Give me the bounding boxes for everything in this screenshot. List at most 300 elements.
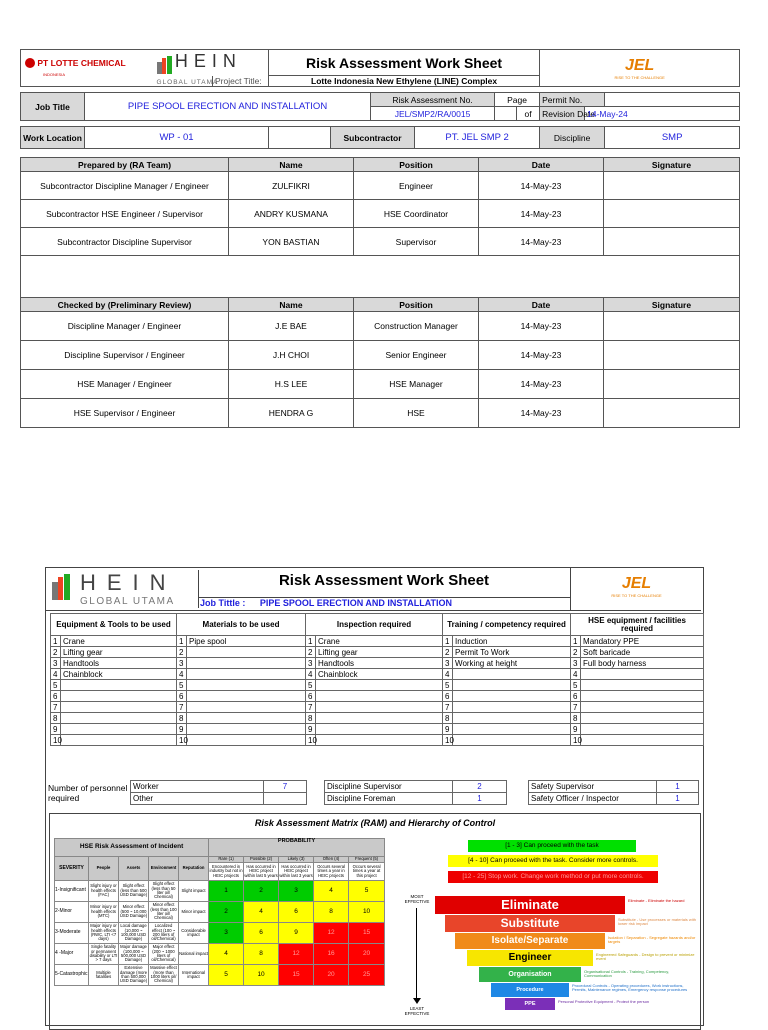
personnel-label: Number of personnel required <box>48 783 128 803</box>
resource-cell[interactable] <box>61 702 177 713</box>
disc-supervisor-label: Discipline Supervisor <box>325 781 453 793</box>
page2-job-row <box>198 597 570 610</box>
resource-cell[interactable] <box>187 647 306 658</box>
resource-cell[interactable] <box>581 724 704 735</box>
row-number: 3 <box>51 658 61 669</box>
resource-cell[interactable] <box>316 713 443 724</box>
checked-header-role: Checked by (Preliminary Review) <box>21 298 229 312</box>
checked-name: H.S LEE <box>229 370 354 399</box>
personnel-safety-table <box>528 780 699 805</box>
severity-people: Slight injury or health effects (FAC) <box>89 881 119 902</box>
resource-cell[interactable] <box>187 735 306 746</box>
project-title-label: Project Title: <box>213 76 269 87</box>
prepared-name: ZULFIKRI <box>229 172 354 200</box>
row-number: 9 <box>571 724 581 735</box>
severity-label: SEVERITY <box>55 857 89 881</box>
discipline-value: SMP <box>605 127 740 149</box>
resource-cell[interactable] <box>316 691 443 702</box>
impact-reputation: Reputation <box>179 857 209 881</box>
ra-number-value: JEL/SMP2/RA/0015 <box>371 107 495 121</box>
severity-assets: Major damage (100,000 ~ 500,000 USD Damage) <box>119 944 149 965</box>
safety-officer-count: 1 <box>657 793 699 805</box>
resource-cell[interactable] <box>187 691 306 702</box>
checked-signature[interactable] <box>604 399 740 428</box>
hier-note-eliminate: Eliminate - Eliminate the hazard <box>628 898 685 903</box>
lotte-logo-text: PT LOTTE CHEMICAL <box>37 57 126 68</box>
hein-logo-2-text: HEIN <box>80 570 177 595</box>
blank-separator-row <box>21 256 740 298</box>
table-row <box>21 370 740 399</box>
hier-organisation: Organisation <box>479 967 581 982</box>
risk-matrix-body <box>55 881 385 986</box>
permit-number-value[interactable] <box>605 93 740 107</box>
row-number: 2 <box>177 647 187 658</box>
impact-assets: Assets <box>119 857 149 881</box>
resource-cell[interactable] <box>61 735 177 746</box>
resource-cell[interactable]: Induction <box>453 636 571 647</box>
page1-header-table <box>20 49 740 149</box>
safety-officer-label: Safety Officer / Inspector <box>529 793 657 805</box>
subcontractor-value: PT. JEL SMP 2 <box>415 127 540 149</box>
row-number: 4 <box>51 669 61 680</box>
resource-cell[interactable] <box>453 724 571 735</box>
severity-assets: Minor effect (500 ~ 10,000 USD Damage) <box>119 902 149 923</box>
jel-logo-tagline: RISE TO THE CHALLENGE <box>614 74 665 80</box>
resource-cell[interactable] <box>581 702 704 713</box>
table-row <box>21 341 740 370</box>
severity-rep: Slight impact <box>179 881 209 902</box>
severity-label: 3-Moderate <box>55 923 89 944</box>
severity-rep: National impact <box>179 944 209 965</box>
severity-label: 4 -Major <box>55 944 89 965</box>
row-number: 2 <box>571 647 581 658</box>
resources-header-row <box>51 614 704 636</box>
hein-logo-subtext-cell <box>155 76 219 87</box>
hein-logo-subtext: GLOBAL UTAMA <box>156 78 219 86</box>
table-row <box>51 669 704 680</box>
prepared-name: YON BASTIAN <box>229 228 354 256</box>
resource-cell[interactable] <box>187 669 306 680</box>
row-number: 10 <box>571 735 581 746</box>
checked-name: J.H CHOI <box>229 341 354 370</box>
row-number: 4 <box>306 669 316 680</box>
resource-cell[interactable] <box>316 680 443 691</box>
row-number: 9 <box>51 724 61 735</box>
page-label: Page <box>495 93 540 107</box>
risk-score-cell: 16 <box>314 944 349 965</box>
checked-signature[interactable] <box>604 341 740 370</box>
table-row <box>51 691 704 702</box>
probability-description: Has occurred in HEIC project within last 5 years <box>244 863 279 881</box>
prepared-header-role: Prepared by (RA Team) <box>21 158 229 172</box>
table-row <box>21 312 740 341</box>
severity-assets: Local damage (10,000 ~ 100,000 USD Damage) <box>119 923 149 944</box>
resource-cell[interactable] <box>316 735 443 746</box>
hier-eliminate: Eliminate <box>435 896 625 914</box>
equipment-header: Equipment & Tools to be used <box>51 614 177 636</box>
risk-score-cell: 3 <box>279 881 314 902</box>
prepared-role: Subcontractor Discipline Manager / Engineer <box>21 172 229 200</box>
row-number: 7 <box>51 702 61 713</box>
row-number: 1 <box>177 636 187 647</box>
risk-score-cell: 25 <box>349 965 385 986</box>
row-number: 2 <box>443 647 453 658</box>
prepared-position: Engineer <box>354 172 479 200</box>
resource-cell[interactable]: Lifting gear <box>61 647 177 658</box>
lotte-logo-cell <box>21 50 155 87</box>
table-row <box>51 713 704 724</box>
checked-header-row <box>21 298 740 312</box>
severity-people: Single fatality or permanent disability or LTI > 7 days <box>89 944 119 965</box>
resource-cell[interactable] <box>316 702 443 713</box>
work-location-value: WP - 01 <box>85 127 269 149</box>
ra-number-label: Risk Assessment No. <box>371 93 495 107</box>
hein-logo-text: HEIN <box>174 51 242 72</box>
row-number: 10 <box>443 735 453 746</box>
risk-assessment-sheet-page-1 <box>20 49 739 418</box>
prepared-signature[interactable] <box>604 200 740 228</box>
row-number: 6 <box>306 691 316 702</box>
row-number: 7 <box>571 702 581 713</box>
checked-header-name: Name <box>229 298 354 312</box>
effectiveness-arrow <box>416 908 417 1000</box>
hier-note-ppe: Personal Protective Equipment - Protect the person <box>558 999 650 1004</box>
table-row <box>21 200 740 228</box>
safety-supervisor-count: 1 <box>657 781 699 793</box>
checked-signature[interactable] <box>604 312 740 341</box>
severity-row <box>55 923 385 944</box>
resource-cell[interactable] <box>187 680 306 691</box>
prepared-header-name: Name <box>229 158 354 172</box>
jel-logo-2-cell <box>570 568 702 610</box>
severity-people: Minor injury or health effects (MTC) <box>89 902 119 923</box>
row-number: 1 <box>51 636 61 647</box>
jel-logo-2-tagline: RISE TO THE CHALLENGE <box>611 593 662 598</box>
row-number: 2 <box>51 647 61 658</box>
resource-cell[interactable]: Permit To Work <box>453 647 571 658</box>
resource-cell[interactable] <box>61 713 177 724</box>
prepared-by-table <box>20 157 740 428</box>
lotte-logo-subtext: INDONESIA <box>43 72 66 78</box>
resource-cell[interactable] <box>581 680 704 691</box>
probability-description: Occurs several times a year at this project <box>349 863 385 881</box>
severity-assets: Slight effect (less than 500 USD Damage) <box>119 881 149 902</box>
resource-cell[interactable] <box>61 680 177 691</box>
severity-rep: International impact <box>179 965 209 986</box>
checked-role: Discipline Manager / Engineer <box>21 312 229 341</box>
row-number: 8 <box>306 713 316 724</box>
inspection-header: Inspection required <box>306 614 443 636</box>
resource-cell[interactable] <box>453 680 571 691</box>
revision-date-value: 14-May-24 <box>585 107 740 121</box>
severity-env: Minor effect (less than 100 liter oil/ Chemical) <box>149 902 179 923</box>
row-number: 5 <box>306 680 316 691</box>
resource-cell[interactable] <box>187 713 306 724</box>
risk-score-cell: 10 <box>244 965 279 986</box>
other-count[interactable] <box>264 793 307 805</box>
job-title-value: PIPE SPOOL ERECTION AND INSTALLATION <box>85 93 371 121</box>
checked-header-date: Date <box>479 298 604 312</box>
row-number: 3 <box>443 658 453 669</box>
row-number: 5 <box>571 680 581 691</box>
resource-cell[interactable] <box>453 713 571 724</box>
risk-score-cell: 20 <box>349 944 385 965</box>
row-number: 9 <box>177 724 187 735</box>
severity-label: 1-Insignificant <box>55 881 89 902</box>
hier-note-substitute: Substitute - Use processes or materials with lower risk impact <box>618 917 697 927</box>
ram-section <box>49 813 701 1030</box>
project-title-value: Lotte Indonesia New Ethylene (LINE) Complex <box>269 76 540 87</box>
table-row <box>51 724 704 735</box>
risk-score-cell: 6 <box>279 902 314 923</box>
probability-header: Possible (2) <box>244 857 279 863</box>
checked-position: HSE Manager <box>354 370 479 399</box>
resource-cell[interactable] <box>453 702 571 713</box>
prepared-date: 14-May-23 <box>479 172 604 200</box>
checked-name: J.E BAE <box>229 312 354 341</box>
prepared-signature[interactable] <box>604 172 740 200</box>
table-row <box>51 680 704 691</box>
row-number: 9 <box>443 724 453 735</box>
impact-people: People <box>89 857 119 881</box>
checked-role: Discipline Supervisor / Engineer <box>21 341 229 370</box>
row-number: 6 <box>571 691 581 702</box>
checked-signature[interactable] <box>604 370 740 399</box>
page2-header <box>46 568 701 611</box>
row-number: 6 <box>51 691 61 702</box>
row-number: 5 <box>177 680 187 691</box>
work-location-label: Work Location <box>21 127 85 149</box>
row-number: 9 <box>306 724 316 735</box>
prepared-role: Subcontractor Discipline Supervisor <box>21 228 229 256</box>
table-row <box>51 658 704 669</box>
table-row <box>51 636 704 647</box>
checked-role: HSE Manager / Engineer <box>21 370 229 399</box>
probability-header: Rare (1) <box>209 857 244 863</box>
risk-score-cell: 2 <box>244 881 279 902</box>
resource-cell[interactable]: Lifting gear <box>316 647 443 658</box>
resource-cell[interactable] <box>187 724 306 735</box>
page-title: Risk Assessment Work Sheet <box>269 50 540 76</box>
row-number: 1 <box>306 636 316 647</box>
page2-job-title-value: PIPE SPOOL ERECTION AND INSTALLATION <box>259 598 453 608</box>
prepared-signature[interactable] <box>604 228 740 256</box>
row-number: 7 <box>443 702 453 713</box>
risk-matrix-table <box>54 838 385 986</box>
checked-position: Senior Engineer <box>354 341 479 370</box>
resource-cell[interactable] <box>61 724 177 735</box>
severity-rep: Considerable impact <box>179 923 209 944</box>
row-number: 8 <box>571 713 581 724</box>
resources-body <box>51 636 704 746</box>
probability-header-row <box>55 857 385 863</box>
resource-cell[interactable]: Chainblock <box>316 669 443 680</box>
risk-assessment-sheet-page-2 <box>45 567 704 1026</box>
resource-cell[interactable]: Chainblock <box>61 669 177 680</box>
impact-environment: Environment <box>149 857 179 881</box>
resource-cell[interactable] <box>187 658 306 669</box>
most-effective-label: MOST EFFECTIVE <box>404 894 430 904</box>
worker-count: 7 <box>264 781 307 793</box>
row-number: 6 <box>443 691 453 702</box>
table-row <box>51 647 704 658</box>
row-number: 3 <box>306 658 316 669</box>
lotte-logo-icon <box>25 58 35 68</box>
row-number: 7 <box>177 702 187 713</box>
severity-env: Slight effect (less than 50 liter oil/ Chemical) <box>149 881 179 902</box>
resource-cell[interactable] <box>581 691 704 702</box>
prepared-header-position: Position <box>354 158 479 172</box>
prepared-date: 14-May-23 <box>479 228 604 256</box>
discipline-label: Discipline <box>540 127 605 149</box>
resource-cell[interactable]: Mandatory PPE <box>581 636 704 647</box>
risk-score-cell: 12 <box>314 923 349 944</box>
resource-cell[interactable] <box>61 691 177 702</box>
job-title-label: Job Title <box>21 93 85 121</box>
disc-supervisor-count: 2 <box>453 781 507 793</box>
permit-number-label: Permit No. <box>540 93 605 107</box>
probability-header: Often (4) <box>314 857 349 863</box>
of-label: of <box>517 107 540 121</box>
probability-label: PROBABILITY <box>209 839 385 857</box>
row-number: 10 <box>177 735 187 746</box>
checked-role: HSE Supervisor / Engineer <box>21 399 229 428</box>
row-number: 10 <box>306 735 316 746</box>
row-number: 6 <box>177 691 187 702</box>
hein-logo-icon <box>157 56 173 74</box>
severity-label: 5-Catastrophic <box>55 965 89 986</box>
prepared-date: 14-May-23 <box>479 200 604 228</box>
hier-note-organisation: Organisational Controls - Training, Competency, Communication <box>584 969 670 979</box>
risk-score-cell: 4 <box>314 881 349 902</box>
resource-cell[interactable]: Pipe spool <box>187 636 306 647</box>
hier-procedure: Procedure <box>491 983 569 997</box>
row-number: 10 <box>51 735 61 746</box>
hier-note-isolate: Isolation / Separation - Segregate hazards and/or targets <box>608 935 696 945</box>
resources-table <box>50 613 704 746</box>
severity-env: Localized effect (100 ~ 200 liters of oil/Chemical) <box>149 923 179 944</box>
table-row <box>51 702 704 713</box>
resource-cell[interactable] <box>187 702 306 713</box>
resource-cell[interactable] <box>316 724 443 735</box>
risk-score-cell: 8 <box>244 944 279 965</box>
least-effective-label: LEAST EFFECTIVE <box>404 1006 430 1016</box>
ram-title: Risk Assessment Matrix (RAM) and Hierarchy of Control <box>254 818 496 828</box>
severity-env: Massive effect (more than 1000 liters oil/ Chemical) <box>149 965 179 986</box>
severity-row <box>55 881 385 902</box>
risk-score-cell: 8 <box>314 902 349 923</box>
severity-row <box>55 944 385 965</box>
row-number: 4 <box>443 669 453 680</box>
hier-isolate: Isolate/Separate <box>455 933 605 949</box>
risk-score-cell: 1 <box>209 881 244 902</box>
hier-engineer: Engineer <box>467 950 593 966</box>
row-number: 1 <box>571 636 581 647</box>
legend-yellow: [4 - 10] Can proceed with the task. Consider more controls. <box>448 855 658 867</box>
probability-description: Has occurred in HEIC project within last 3 years <box>279 863 314 881</box>
jel-logo-cell <box>540 50 740 87</box>
row-number: 3 <box>177 658 187 669</box>
disc-foreman-count: 1 <box>453 793 507 805</box>
safety-supervisor-label: Safety Supervisor <box>529 781 657 793</box>
resource-cell[interactable] <box>581 713 704 724</box>
resource-cell[interactable] <box>453 691 571 702</box>
table-row <box>21 172 740 200</box>
training-header: Training / competency required <box>443 614 571 636</box>
resource-cell[interactable]: Handtools <box>316 658 443 669</box>
risk-score-cell: 4 <box>209 944 244 965</box>
personnel-discipline-table <box>324 780 507 805</box>
row-number: 1 <box>443 636 453 647</box>
probability-description: Encountered in industry but not in HEIC projects <box>209 863 244 881</box>
resource-cell[interactable]: Handtools <box>61 658 177 669</box>
checked-position: Construction Manager <box>354 312 479 341</box>
resource-cell[interactable]: Crane <box>61 636 177 647</box>
probability-header: Frequent (5) <box>349 857 385 863</box>
arrow-down-icon <box>413 998 421 1004</box>
prepared-role: Subcontractor HSE Engineer / Supervisor <box>21 200 229 228</box>
row-number: 8 <box>51 713 61 724</box>
resource-cell[interactable] <box>581 669 704 680</box>
hein-logo-2 <box>50 570 199 608</box>
jel-logo-2: JEL <box>621 575 652 592</box>
checked-header-signature: Signature <box>604 298 740 312</box>
resource-cell[interactable] <box>453 669 571 680</box>
checked-date: 14-May-23 <box>479 399 604 428</box>
table-row <box>51 735 704 746</box>
page2-title: Risk Assessment Work Sheet <box>278 572 490 589</box>
probability-description: Occurs several times a year in HEIC projects <box>314 863 349 881</box>
hier-note-engineer: Engineered Safeguards - Design to prevent or minimize event <box>596 952 695 962</box>
worker-label: Worker <box>131 781 264 793</box>
hier-substitute: Substitute <box>445 915 615 932</box>
row-number: 4 <box>571 669 581 680</box>
legend-red: [12 - 25] Stop work. Change work method or put more controls. <box>448 871 658 883</box>
resource-cell[interactable]: Working at height <box>453 658 571 669</box>
subcontractor-label: Subcontractor <box>331 127 415 149</box>
hein-logo-2-icon <box>52 574 72 600</box>
checked-name: HENDRA G <box>229 399 354 428</box>
legend-green: [1 - 3] Can proceed with the task <box>468 840 636 852</box>
prepared-name: ANDRY KUSMANA <box>229 200 354 228</box>
table-row <box>21 228 740 256</box>
resource-cell[interactable] <box>581 735 704 746</box>
severity-assets: Extensive damage (more than 500,000 USD Damage) <box>119 965 149 986</box>
row-number: 5 <box>51 680 61 691</box>
row-number: 5 <box>443 680 453 691</box>
hier-ppe: PPE <box>505 998 555 1010</box>
ram-table-title: HSE Risk Assessment of Incident <box>55 839 209 857</box>
row-number: 8 <box>177 713 187 724</box>
prepared-header-signature: Signature <box>604 158 740 172</box>
jel-logo: JEL <box>624 56 655 74</box>
disc-foreman-label: Discipline Foreman <box>325 793 453 805</box>
resource-cell[interactable] <box>453 735 571 746</box>
risk-score-cell: 9 <box>279 923 314 944</box>
resource-cell[interactable]: Full body harness <box>581 658 704 669</box>
prepared-position: Supervisor <box>354 228 479 256</box>
risk-score-cell: 3 <box>209 923 244 944</box>
resource-cell[interactable]: Crane <box>316 636 443 647</box>
severity-people: Multiple fatalities <box>89 965 119 986</box>
risk-score-cell: 5 <box>209 965 244 986</box>
other-label: Other <box>131 793 264 805</box>
row-number: 2 <box>306 647 316 658</box>
resource-cell[interactable]: Soft baricade <box>581 647 704 658</box>
checked-date: 14-May-23 <box>479 341 604 370</box>
prepared-header-row <box>21 158 740 172</box>
prepared-header-date: Date <box>479 158 604 172</box>
